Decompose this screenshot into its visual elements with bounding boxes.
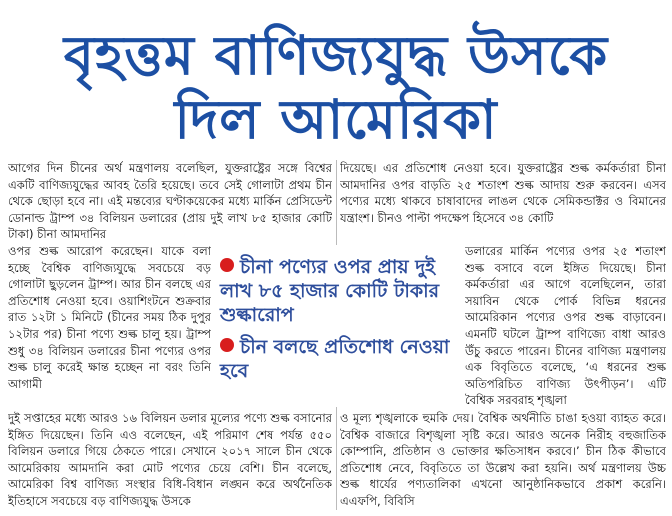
article-column-2-top: দিয়েছে। এর প্রতিশোধ নেওয়া হবে। যুক্তরাষ্ট্রের শুল্ক কর্মকর্তারা চীনা আমদানির ওপর বাড়তি ২৫ শতাংশ শুল্ক আদায় শুরু করবেন। এসব পণ্যের মধ্যে থাকবে চাষাবাদের লাঙল থেকে সেমিকন্ডাক্টর ও বিমানের যন্ত্রাংশ। চীনও পাল্টা পদক্ষেপ হিসেবে ৩৪ কোটি	[340, 161, 666, 225]
red-bullet-icon	[220, 258, 234, 272]
article-column-1-middle: ওপর শুল্ক আরোপ করেছেন। যাকে বলা হচ্ছে বৈশ্বিক বাণিজ্যযুদ্ধে সবচেয়ে বড় গোলাটা ছুড়লেন ট্রাম্প। আর চীন বলছে এর প্রতিশোধ নেওয়া হবে। ওয়াশিংটনে শুক্রবার রাত ১২টা ১ মিনিটে (চীনের সময় ঠিক দুপুর ১২টার পর) চীনা পণ্যে শুল্ক চালু হয়। ট্রাম্প শুধু ৩৪ বিলিয়ন ডলারের চীনা পণ্যের ওপর শুল্ক চালু করেই ক্ষান্ত হচ্ছেন না বরং তিনি আগামী	[8, 244, 211, 391]
callout-item-retaliation-text: চীন বলছে প্রতিশোধ নেওয়া হবে	[220, 336, 450, 382]
article-column-1-bottom: দুই সপ্তাহের মধ্যে আরও ১৬ বিলিয়ন ডলার মূল্যের পণ্যে শুল্ক বসানোর ইঙ্গিত দিয়েছেন। তিনি এও বলেছেন, এই পরিমাণ শেষ পর্যন্ত ৫৫০ বিলিয়ন ডলারে গিয়ে ঠেকতে পারে। সেখানে ২০১৭ সালে চীন থেকে আমেরিকায় আমদানি করা মোট পণ্যের চেয়ে বেশি। চীন বলেছে, আমেরিকা বিশ্ব বাণিজ্য সংস্থার বিধি-বিধান লঙ্ঘন করে অর্থনৈতিক ইতিহাসে সবচেয়ে বড় বাণিজ্যযুদ্ধ উসকে	[8, 411, 332, 508]
highlight-callout	[214, 245, 462, 407]
callout-item-retaliation	[220, 335, 460, 383]
headline-line-1: বৃহত্তম বাণিজ্যযুদ্ধ উসকে	[63, 24, 609, 87]
article-column-1-top: আগের দিন চীনের অর্থ মন্ত্রণালয় বলেছিল, যুক্তরাষ্ট্রের সঙ্গে বিশ্বের একটি বাণিজ্যযুদ্ধের আবহ তৈরি হয়েছে। তবে সেই গোলাটা প্রথম চীন থেকে ছোড়া হবে না। এই মন্তব্যের ঘণ্টাকয়েকের মধ্যে মার্কিন প্রেসিডেন্ট ডোনাল্ড ট্রাম্প ৩৪ বিলিয়ন ডলারের (প্রায় দুই লাখ ৮৫ হাজার কোটি টাকা) চীনা আমদানির	[8, 161, 332, 242]
article-column-2-middle: ডলারের মার্কিন পণ্যের ওপর ২৫ শতাংশ শুল্ক বসাবে বলে ইঙ্গিত দিয়েছে। চীনা কর্মকর্তারা এর আগে বলেছিলেন, তারা সয়াবিন থেকে পোর্ক বিভিন্ন ধরনের আমেরিকান পণ্যের ওপর শুল্ক বাড়াবেন। এমনটি ঘটলে ট্রাম্প বাণিজ্যে বাধা আরও উঁচু করতে পারেন। চীনের বাণিজ্য মন্ত্রণালয় এক বিবৃতিতে বলেছে, ‘এ ধরনের শুল্ক অতিপরিচিত বাণিজ্য উৎপীড়ন’। এটি বৈশ্বিক সরবরাহ শৃঙ্খলা	[465, 244, 666, 408]
callout-item-tariff-text: চীনা পণ্যের ওপর প্রায় দুই লাখ ৮৫ হাজার কোটি টাকার শুল্কারোপ	[220, 256, 440, 326]
callout-item-tariff	[220, 255, 460, 327]
red-bullet-icon	[220, 338, 234, 352]
article-column-2-bottom: ও মূল্য শৃঙ্খলাকে হুমকি দেয়। বৈশ্বিক অর্থনীতি চাঙা হওয়া ব্যাহত করে। বৈশ্বিক বাজারে বিশৃঙ্খলা সৃষ্টি করে। আরও অনেক নিরীহ বহুজাতিক কোম্পানি, প্রতিষ্ঠান ও ভোক্তার ক্ষতিসাধন করবে।’ চীন ঠিক কীভাবে প্রতিশোধ নেবে, বিবৃতিতে তা উল্লেখ করা হয়নি। অর্থ মন্ত্রণালয় উচ্চ শুল্ক ধার্যের পণ্যতালিকা এখনো আনুষ্ঠানিকভাবে প্রকাশ করেনি। এএফপি, বিবিসি	[340, 411, 666, 508]
headline-line-2: দিল আমেরিকা	[174, 88, 498, 151]
